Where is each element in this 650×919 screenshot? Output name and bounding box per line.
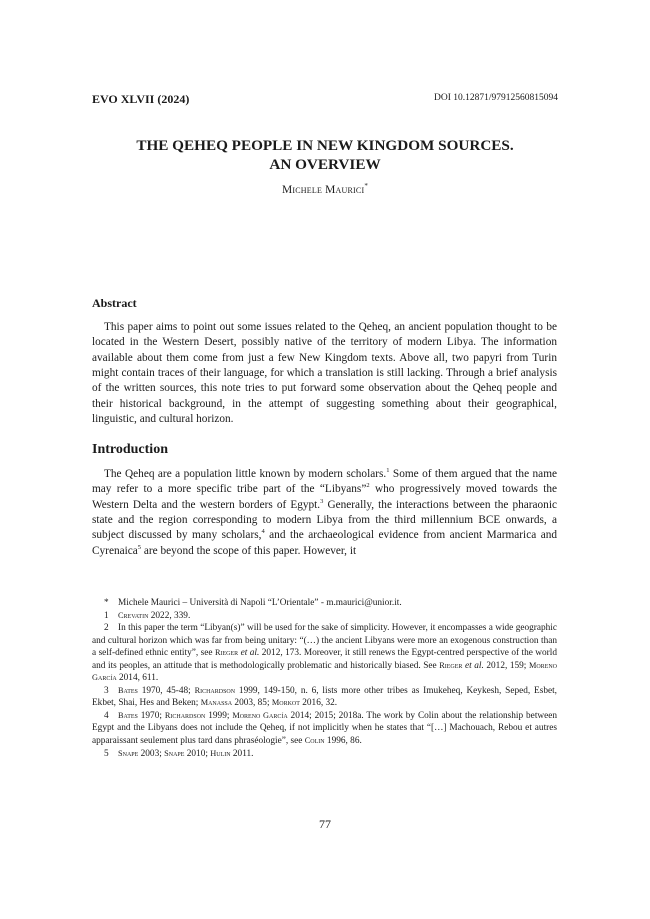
footnote-number: 3 [104,685,109,696]
footnote-text: et al. [462,660,484,671]
abstract-text: This paper aims to point out some issues related to the Qeheq, an ancient population thought to be located in the Western Desert, possibly native of the territory of modern Libya. The information available about them come from just a few New Kingdom texts. Above all, two papyri from Turin might contain traces of their language, for which a translation is still lacking. Through a brief analysis of the written sources, this note tries to put forward some observation about the Qeheq people and their historical background, in the attempt of suggesting something about their geographical, linguistic, and cultural horizon. [92,321,557,426]
footnote-text: 2003, 85; [232,698,272,709]
footnote-text: 2014; 2015; 2018a. The work by Colin about the relationship between Egypt and the Libyans does not include the Qeheq, if not implicitly when he states that “[…] Machouach, Rebou et autres apparaissant seulement plus tard dans phraséologie”, see [92,710,558,747]
footnote-author [92,597,557,610]
cited-author: Bates [118,710,138,720]
doi-link[interactable]: DOI 10.12871/97912560815094 [433,93,558,103]
cited-author: Crevatin [118,610,149,620]
cited-author: Snape [118,748,139,758]
cited-author: Snape [164,748,185,758]
introduction-paragraph [92,467,557,559]
footnote-number: 2 [104,623,109,634]
title-line-2: AN OVERVIEW [269,156,381,173]
footnote-3 [92,685,557,710]
cited-author: Rieger [214,648,239,658]
footnote-2 [92,622,557,685]
footnote-text: 2022, 339. [148,610,191,621]
footnote-number: 4 [104,710,109,721]
author-footnote-marker[interactable]: * [364,182,369,190]
cited-author: Richardson [164,710,206,720]
cited-author: Richardson [194,685,236,695]
journal-issue: EVO XLVII (2024) [92,92,190,106]
footnote-text: 1970, 45-48; [137,685,195,696]
footnote-text: 2012, 159; [483,660,529,671]
footnote-text: 2010; [184,748,211,759]
intro-text-part: and the archaeological evidence from ancient Marmarica and Cyrenaica [92,529,558,557]
author-name: Michele Maurici [281,183,365,196]
footnote-text: 1996, 86. [324,736,362,747]
footnote-text: 2003; [138,748,165,759]
cited-author: Colin [304,736,325,746]
abstract-heading: Abstract [92,296,137,310]
footnote-text: 1970; [137,710,165,721]
article-title [60,136,590,174]
footnote-text: 2012, 173. Moreover, it still renews the Egypt-centred perspective of the world and its peoples, an attitude that is methodologically problematic and historically biased. See [92,648,557,671]
intro-text-part: who progressively moved towards the Western Delta and the western borders of Egypt. [92,483,557,511]
running-header [92,92,558,108]
cited-author: Hulin [210,748,231,758]
footnote-text: 2011. [230,748,254,759]
footnote-1 [92,610,557,623]
intro-text-part: Generally, the interactions between the pharaonic state and the region corresponding to modern Libya from the third millennium BCE onwards, a subject discussed by many scholars, [92,498,557,542]
footnote-text: 2016, 32. [299,698,338,709]
introduction-heading: Introduction [92,442,168,457]
cited-author: Rieger [439,660,463,670]
footnote-ref-1[interactable]: 1 [386,467,390,475]
footnote-text: 1999; [205,710,233,721]
footnote-4 [92,710,557,748]
footnotes [92,597,557,760]
cited-author: Moreno García [92,660,557,683]
cited-author: Morkot [271,698,300,708]
footnote-ref-4[interactable]: 4 [261,528,265,536]
intro-text-part: are beyond the scope of this paper. However, it [141,544,357,557]
footnote-ref-3[interactable]: 3 [320,497,324,505]
page-number: 77 [319,817,331,831]
footnote-text: et al. [238,648,260,659]
intro-text-part: Some of them argued that the name may refer to a more specific tribe part of the “Libyans” [92,468,557,496]
author-byline [0,182,650,196]
footnote-ref-5[interactable]: 5 [137,543,142,551]
footnote-text: Michele Maurici – Università di Napoli “L’Orientale” - m.maurici@unior.it. [118,598,402,608]
footnote-text: 1999, 149-150, n. 6, lists more other tribes as Imukeheq, Keykesh, Seped, Esbet, Ekbet, Shai, Hes and Beken; [92,685,558,709]
footnote-number: 1 [104,610,109,621]
cited-author: Bates [118,685,138,695]
footnote-number: * [104,598,109,608]
footnote-number: 5 [104,748,109,759]
footnote-5 [92,748,557,761]
footnote-text: In this paper the term “Libyan(s)” will be used for the sake of simplicity. However, it encompasses a wide geographic and cultural horizon which was far from being unitary: “(…) the ancient Libyans were more an exogenous construction than a self-defined ethnic entity”, see [92,623,557,659]
footnote-text: 2014, 611. [116,673,159,684]
cited-author: Moreno García [232,710,288,720]
title-line-1: THE QEHEQ PEOPLE IN NEW KINGDOM SOURCES. [136,137,514,154]
footnote-ref-2[interactable]: 2 [366,482,370,490]
cited-author: Manassa [200,698,233,708]
intro-text-part: The Qeheq are a population little known by modern scholars. [104,468,387,480]
